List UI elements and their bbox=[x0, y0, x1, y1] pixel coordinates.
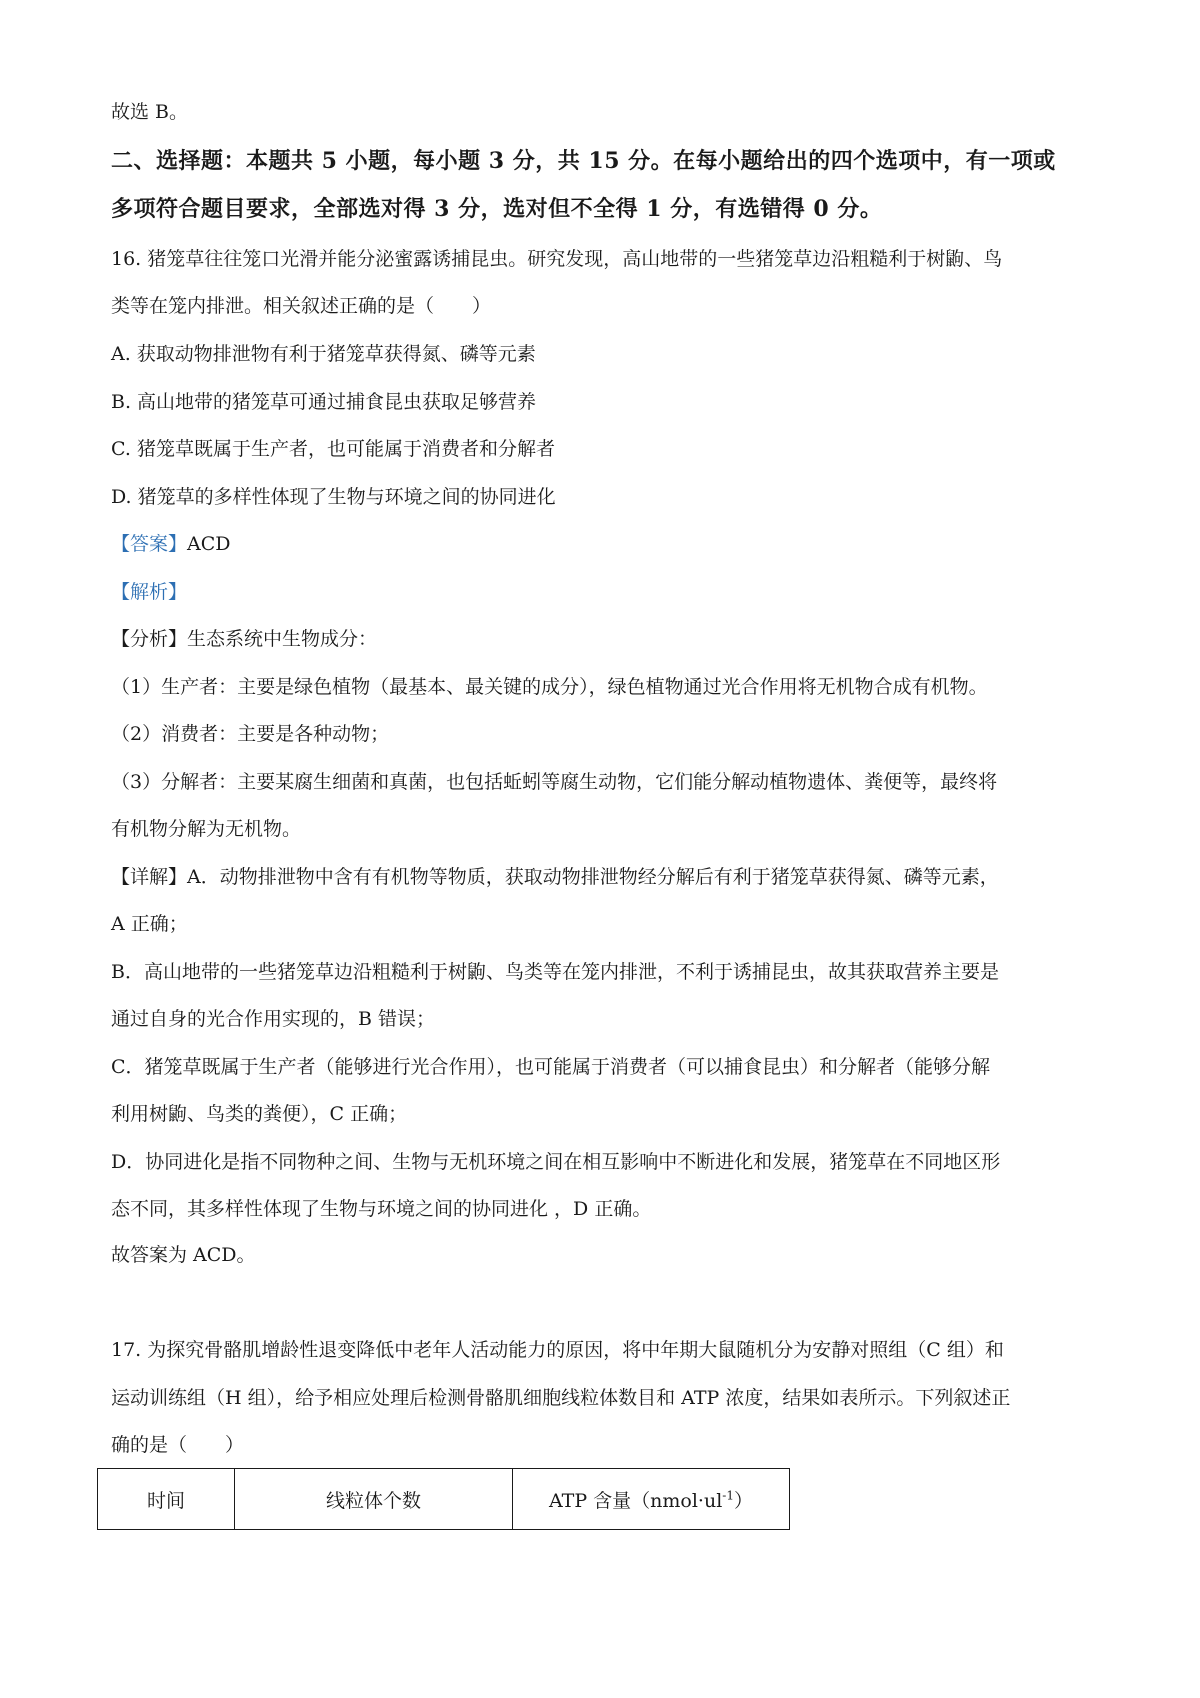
option-a: A. 获取动物排泄物有利于猪笼草获得氮、磷等元素 bbox=[111, 343, 536, 365]
analysis-intro: 【分析】生态系统中生物成分： bbox=[111, 628, 378, 650]
analysis-line bbox=[111, 578, 187, 606]
question-17-stem-line-3: 确的是（ ） bbox=[111, 1434, 245, 1456]
section-heading-line-1: 二、选择题：本题共 5 小题，每小题 3 分，共 15 分。在每小题给出的四个选项中，有一项或 bbox=[111, 148, 1056, 174]
option-b: B. 高山地带的猪笼草可通过捕食昆虫获取足够营养 bbox=[111, 391, 537, 413]
section-heading-line-2: 多项符合题目要求，全部选对得 3 分，选对但不全得 1 分，有选错得 0 分。 bbox=[111, 196, 883, 222]
detail-c-line-2: 利用树鼩、鸟类的粪便），C 正确； bbox=[111, 1103, 408, 1125]
table-header-row bbox=[98, 1469, 790, 1530]
header-mitochondria-count: 线粒体个数 bbox=[235, 1469, 513, 1530]
detail-a-line-1: 【详解】A．动物排泄物中含有有机物等物质，获取动物排泄物经分解后有利于猪笼草获得氮、磷等元素， bbox=[111, 866, 999, 888]
question-17-stem-line-2: 运动训练组（H 组），给予相应处理后检测骨骼肌细胞线粒体数目和 ATP 浓度，结果如表所示。下列叙述正 bbox=[111, 1387, 1011, 1409]
analysis-producer: （1）生产者：主要是绿色植物（最基本、最关键的成分），绿色植物通过光合作用将无机物合成有机物。 bbox=[111, 676, 988, 698]
analysis-tag: 【解析】 bbox=[111, 581, 188, 603]
analysis-decomposer-line-2: 有机物分解为无机物。 bbox=[111, 818, 302, 840]
question-17-stem-line-1: 17. 为探究骨骼肌增龄性退变降低中老年人活动能力的原因，将中年期大鼠随机分为安静对照组（C 组）和 bbox=[111, 1339, 1004, 1361]
atp-header-text: ATP 含量（nmol·ul bbox=[548, 1489, 723, 1512]
final-answer: 故答案为 ACD。 bbox=[111, 1244, 256, 1266]
results-table bbox=[97, 1468, 790, 1530]
atp-header-close: ） bbox=[734, 1489, 754, 1512]
answer-line bbox=[111, 530, 231, 558]
header-time: 时间 bbox=[98, 1469, 235, 1530]
detail-c-line-1: C．猪笼草既属于生产者（能够进行光合作用），也可能属于消费者（可以捕食昆虫）和分解者（能够分解 bbox=[111, 1056, 991, 1078]
previous-answer-conclusion: 故选 B。 bbox=[111, 101, 189, 123]
question-16-stem-line-2: 类等在笼内排泄。相关叙述正确的是（ ） bbox=[111, 295, 492, 317]
detail-b-line-2: 通过自身的光合作用实现的，B 错误； bbox=[111, 1008, 436, 1030]
answer-tag: 【答案】 bbox=[111, 533, 188, 555]
detail-b-line-1: B．高山地带的一些猪笼草边沿粗糙利于树鼩、鸟类等在笼内排泄，不利于诱捕昆虫，故其获取营养主要是 bbox=[111, 961, 999, 983]
option-c: C. 猪笼草既属于生产者，也可能属于消费者和分解者 bbox=[111, 438, 555, 460]
atp-unit-superscript: -1 bbox=[722, 1488, 734, 1503]
detail-d-line-2: 态不同，其多样性体现了生物与环境之间的协同进化 ，D 正确。 bbox=[111, 1198, 652, 1220]
answer-value: ACD bbox=[187, 533, 231, 555]
detail-d-line-1: D．协同进化是指不同物种之间、生物与无机环境之间在相互影响中不断进化和发展，猪笼草在不同地区形 bbox=[111, 1151, 1001, 1173]
analysis-decomposer-line-1: （3）分解者：主要某腐生细菌和真菌，也包括蚯蚓等腐生动物，它们能分解动植物遗体、粪便等，最终将 bbox=[111, 771, 998, 793]
analysis-consumer: （2）消费者：主要是各种动物； bbox=[111, 723, 390, 745]
detail-a-line-2: A 正确； bbox=[111, 913, 188, 935]
option-d: D. 猪笼草的多样性体现了生物与环境之间的协同进化 bbox=[111, 486, 556, 508]
header-atp-content bbox=[513, 1469, 790, 1530]
question-16-stem-line-1: 16. 猪笼草往往笼口光滑并能分泌蜜露诱捕昆虫。研究发现，高山地带的一些猪笼草边沿粗糙利于树鼩、鸟 bbox=[111, 248, 1003, 270]
